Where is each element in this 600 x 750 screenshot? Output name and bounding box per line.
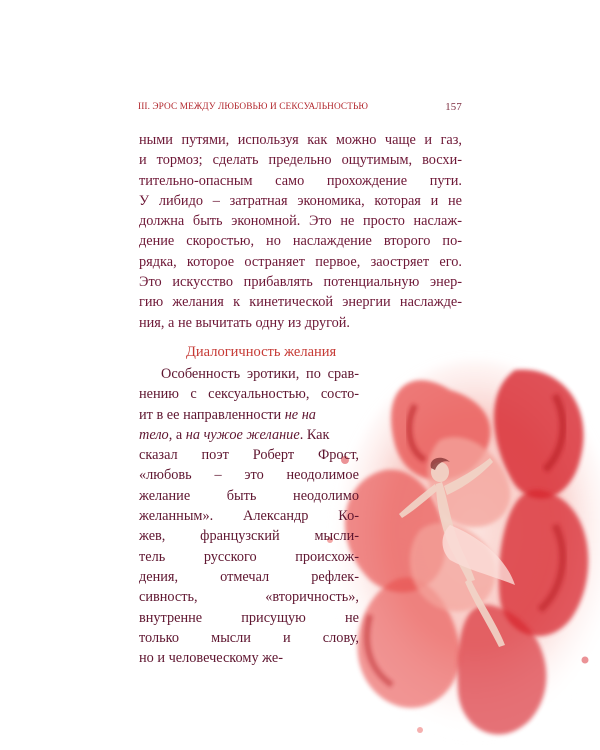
italic-fragment: телo, <box>139 426 173 443</box>
text-line: желание быть неодолимо <box>139 487 359 504</box>
italic-fragment: на чужое желание <box>185 426 300 443</box>
text-fragment: . Как <box>299 426 330 443</box>
text-line: дения, отмечал рефлек- <box>139 568 359 585</box>
text-line: сивность, «вторичность», <box>139 589 359 606</box>
section-heading: Диалогичность желания <box>186 344 337 360</box>
text-line: ния, а не вычитать одну из другой. <box>139 314 350 331</box>
text-line: только мысли и слову, <box>139 629 359 646</box>
text-line: дение скоростью, но наслаждение второго по- <box>139 233 462 250</box>
text-line: У либидо – затратная экономика, которая и не <box>139 192 462 209</box>
text-line: гию желания к кинетической энергии наслажде- <box>139 294 462 311</box>
paint-splash <box>582 657 589 664</box>
running-head <box>138 102 462 116</box>
text-line-mixed <box>139 405 359 425</box>
text-fragment: ит в ее направленности <box>139 406 282 423</box>
text-line: жев, французский мысли- <box>139 528 359 545</box>
text-line: рядка, которое остраняет первое, заостряет его. <box>139 253 462 270</box>
section-paragraph <box>139 364 359 668</box>
text-line: Это искусство прибавлять потенциальную энер- <box>139 274 462 291</box>
text-line: Особенность эротики, по срав- <box>161 366 359 382</box>
text-line: но и человеческому же- <box>139 650 283 667</box>
text-line-mixed <box>139 425 359 445</box>
paint-splash <box>417 727 423 733</box>
text-line: тительно-опасным само прохождение пути. <box>139 172 462 189</box>
text-line: внутренне присущую не <box>139 609 359 626</box>
chapter-title: III. ЭРОС МЕЖДУ ЛЮБОВЬЮ И СЕКСУАЛЬНОСТЬЮ <box>138 102 369 112</box>
text-line: ными путями, используя как можно чаще и газ, <box>139 132 462 148</box>
body-paragraph <box>139 130 462 333</box>
text-line: тель русского происхож- <box>139 548 359 565</box>
page-number: 157 <box>445 101 462 113</box>
text-line: должна быть экономной. Это не просто наслаж- <box>139 213 462 230</box>
text-line: нению с сексуальностью, состо- <box>139 386 359 403</box>
italic-fragment: не на <box>284 406 316 423</box>
text-line: сказал поэт Роберт Фрост, <box>139 447 359 464</box>
text-fragment: а <box>175 426 183 443</box>
text-line: желанным». Александр Ко- <box>139 508 359 525</box>
text-line: «любовь – это неодолимое <box>139 467 359 484</box>
text-line: и тормоз; сделать предельно ощутимым, восхи- <box>139 152 462 169</box>
